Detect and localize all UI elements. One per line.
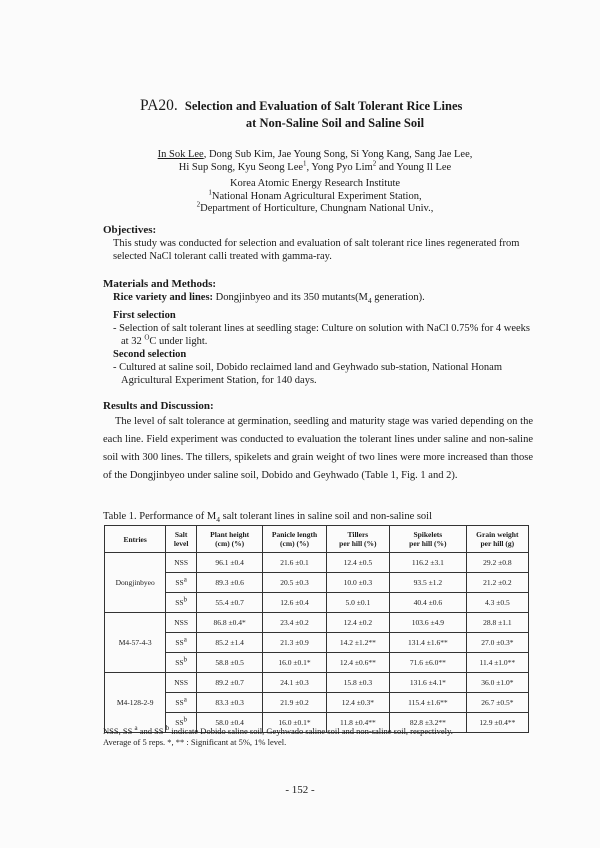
rice-variety-line: Rice variety and lines: Dongjinbyeo and its 350 $mutants(M_4$ generation). [113,292,425,306]
title-line-1: Selection and Evaluation of Salt Tolerant Rice Lines [184,99,463,113]
table-header-row [105,526,529,553]
results-heading: Results and Discussion: [103,400,214,412]
materials-section [103,278,533,387]
paper-title [140,97,520,131]
col-header-entries: Entries [105,526,166,553]
second-selection-heading: Second selection [113,349,187,360]
abstract-code: PA20. [140,97,178,114]
first-selection-heading: First selection [113,310,176,321]
second-selection-text: - Cultured at saline soil, Dobido reclaimed land and Geyhwado sub-station, National Honam Agricultural Experiment Station, for 140 days. [113,362,502,386]
affiliations: Korea Atomic Energy Research Institute $^1$National Honam Agricultural Experiment Station, $^2$Department of Horticulture, Chungnam National Univ., [196,178,434,214]
performance-table [104,525,529,733]
first-author: In Sok Lee [157,149,204,160]
table-row: $SS^b$ 55.4 ±0.7 12.6 ±0.4 5.0 ±0.1 40.4 ±0.6 4.3 ±0.5 [105,593,529,613]
results-section [103,400,533,485]
objectives-heading: Objectives: [103,224,157,236]
entry-cell: Dongjinbyeo [105,553,166,613]
table-caption: Table 1. Performance of $M_4$ salt tolerant lines in saline soil and non-saline soil [103,511,433,525]
table-row: M4-57-4-3 NSS 86.8 ±0.4* 23.4 ±0.2 12.4 ±0.2 103.6 ±4.9 28.8 ±1.1 [105,613,529,633]
table-row: Dongjinbyeo NSS 96.1 ±0.4 21.6 ±0.1 12.4 ±0.5 116.2 ±3.1 29.2 ±0.8 [105,553,529,573]
title-line-2: at Non-Saline Soil and Saline Soil [245,116,425,130]
col-header-tillers: Tillers per hill (%) [326,526,389,553]
col-header-plant-height: Plant height (cm) (%) [196,526,262,553]
first-selection-text: - Selection of salt tolerant lines at seedling stage: Culture on solution with NaCl 0.75% for 4 weeks at 32 $^O$C under light. [113,323,531,347]
objectives-text: This study was conducted for selection and evaluation of salt tolerant rice lines regenerated from selected NaCl tolerant calli treated with gamma-ray. [113,238,520,262]
table-row: $SS^a$ 83.3 ±0.3 21.9 ±0.2 12.4 ±0.3* 115.4 ±1.6** 26.7 ±0.5* [105,693,529,713]
col-header-spikelets: Spikelets per hill (%) [390,526,467,553]
materials-heading: Materials and Methods: [103,278,217,290]
table-footnote: NSS, SS $^a$ and SS $^b$ indicate Dobido saline soil, Geyhwado saline soil and non-saline soil, respectively. Average of 5 reps. *, ** : Significant at 5%, 1% level. [103,724,453,747]
objectives-section [103,224,533,263]
author-list: In Sok Lee, Dong Sub Kim, Jae Young Song, Si Yong Kang, Sang Jae Lee, Hi Sup Song, Kyu Seong Lee$^1$, Yong Pyo Lim$^2$ and Young Il Lee [157,149,473,173]
col-header-grain: Grain weight per hill (g) [466,526,528,553]
table-row: $SS^b$ 58.8 ±0.5 16.0 ±0.1* 12.4 ±0.6** 71.6 ±6.0** 11.4 ±1.0** [105,653,529,673]
col-header-panicle: Panicle length (cm) (%) [263,526,326,553]
table-row: $SS^a$ 89.3 ±0.6 20.5 ±0.3 10.0 ±0.3 93.5 ±1.2 21.2 ±0.2 [105,573,529,593]
page-number: - 152 - [285,784,315,796]
results-text: The level of salt tolerance at germination, seedling and maturity stage was varied depending on the each line. Field experiment was conducted to evaluation the tolerant lines under saline and non-saline soil with 300 lines. The tillers, spikelets and grain weight of two lines were more increased than those of the Dongjinbyeo under saline soil, Dobido and Geyhwado (Table 1, Fig. 1 and 2). [103,416,533,481]
table-row: $SS^a$ 85.2 ±1.4 21.3 ±0.9 14.2 ±1.2** 131.4 ±1.6** 27.0 ±0.3* [105,633,529,653]
table-row: M4-128-2-9 NSS 89.2 ±0.7 24.1 ±0.3 15.8 ±0.3 131.6 ±4.1* 36.0 ±1.0* [105,673,529,693]
col-header-salt: Salt level [166,526,197,553]
entry-cell: M4-128-2-9 [105,673,166,733]
table-row: $SS^b$ 58.0 ±0.4 16.0 ±0.1* 11.8 ±0.4** 82.8 ±3.2** 12.9 ±0.4** [105,713,529,733]
entry-cell: M4-57-4-3 [105,613,166,673]
